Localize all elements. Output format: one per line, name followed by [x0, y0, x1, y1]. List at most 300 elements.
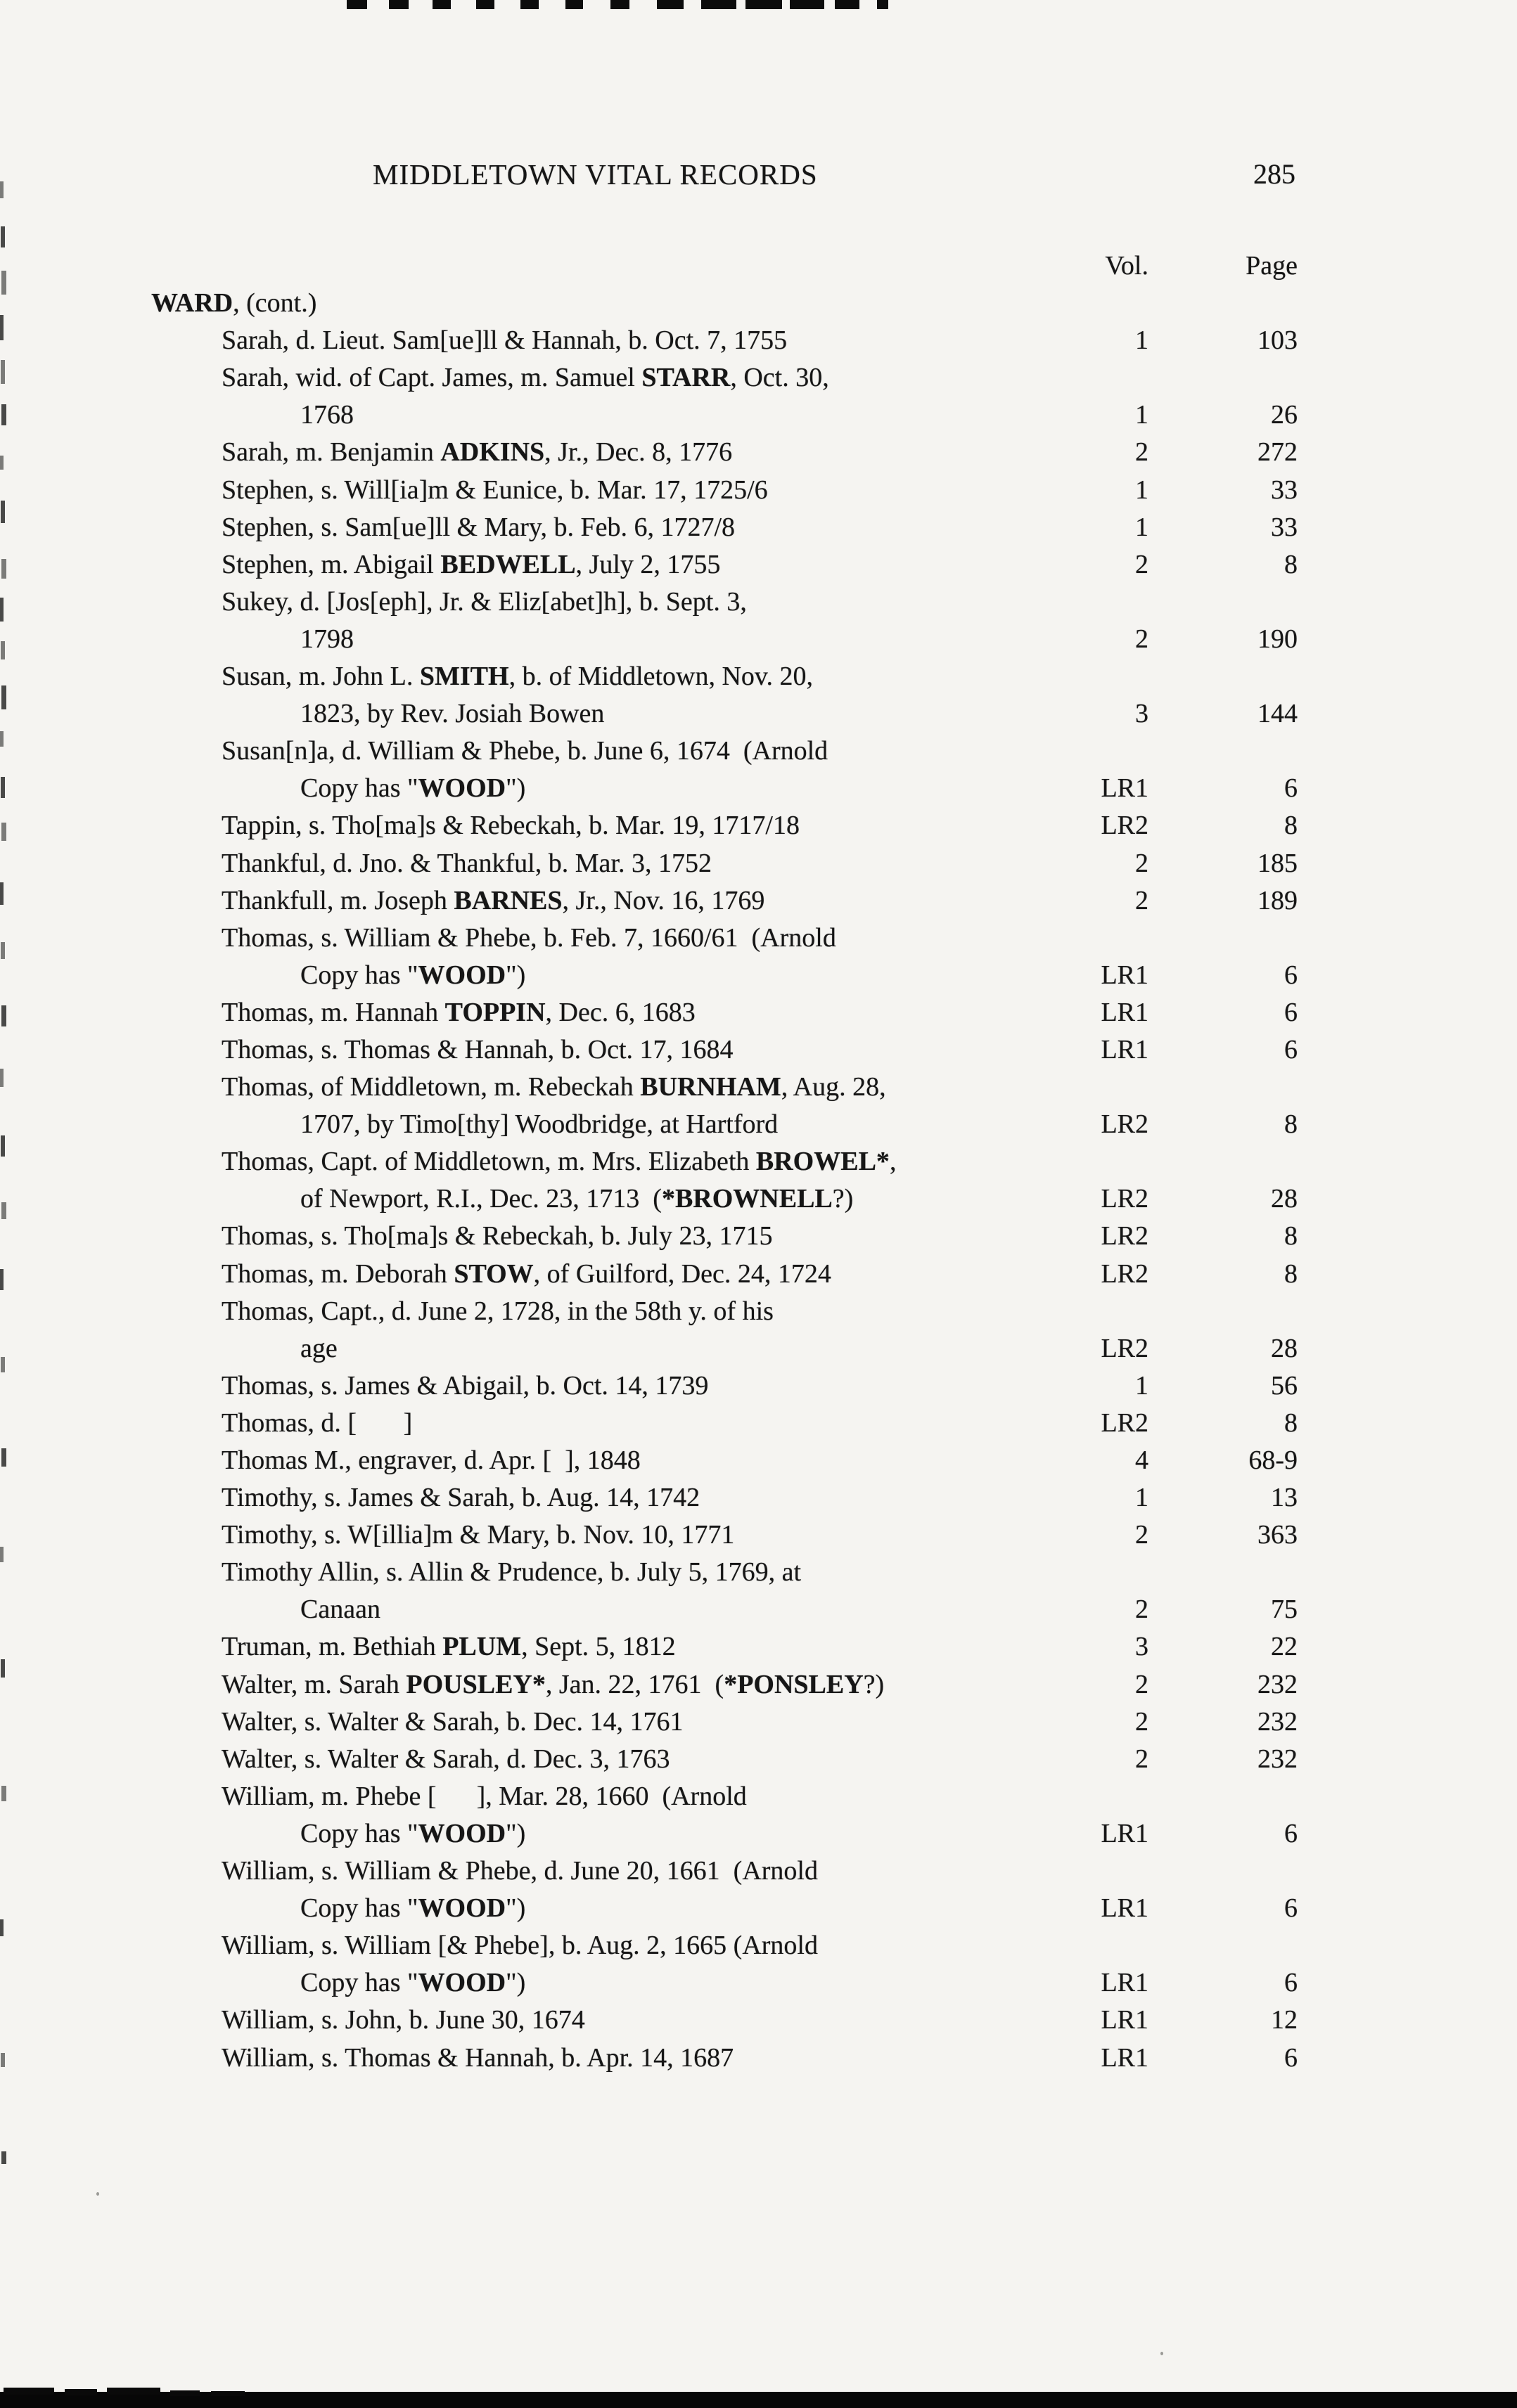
record-surname: WOOD — [418, 1968, 506, 1998]
record-surname: WOOD — [418, 960, 506, 990]
record-page: 6 — [1284, 1818, 1298, 1848]
record-text-segment: , Oct. 30, — [730, 363, 829, 393]
record-surname: WOOD — [418, 1818, 506, 1848]
record-text-segment: ") — [506, 1968, 526, 1998]
scan-artifact-blob — [170, 2390, 200, 2396]
record-text-segment: Stephen, s. Sam[ue]ll & Mary, b. Feb. 6, 1727/8 — [222, 512, 736, 542]
record-surname: PLUM — [442, 1632, 522, 1662]
record-page: 6 — [1284, 997, 1298, 1027]
record-page: 6 — [1284, 1968, 1298, 1998]
record-surname: BROWEL* — [755, 1147, 890, 1177]
record-text-segment: Copy has " — [300, 1968, 418, 1998]
record-text — [300, 957, 1043, 994]
record-text-segment: 1768 — [300, 400, 354, 430]
record-text-segment: Copy has " — [300, 773, 418, 804]
record-text-segment: Sukey, d. [Jos[eph], Jr. & Eliz[abet]h], b. Sept. 3, — [222, 586, 747, 617]
record-line — [0, 1517, 1517, 1554]
record-page: 8 — [1284, 1221, 1298, 1251]
record-line — [0, 1367, 1517, 1405]
record-vol: LR1 — [1101, 2042, 1148, 2073]
record-text — [300, 1591, 1043, 1628]
record-vol: 2 — [1135, 437, 1148, 468]
record-vol: LR2 — [1101, 1258, 1148, 1289]
section-heading — [151, 285, 1043, 322]
record-page: 28 — [1271, 1333, 1298, 1363]
record-line — [0, 733, 1517, 770]
record-line — [0, 807, 1517, 844]
record-vol: 2 — [1135, 848, 1148, 878]
scan-artifact-left-mark — [1, 271, 6, 295]
record-line — [0, 1330, 1517, 1367]
record-vol: LR2 — [1101, 1221, 1148, 1251]
scan-artifact-left-mark — [0, 315, 4, 340]
scan-artifact-left-mark — [0, 882, 4, 905]
record-vol: 2 — [1135, 1744, 1148, 1774]
scan-artifact-left-mark — [1, 559, 6, 579]
record-vol: LR2 — [1101, 1109, 1148, 1140]
scan-artifact-speck — [1160, 2352, 1163, 2355]
scan-artifact-left-mark — [0, 181, 4, 198]
record-vol: 1 — [1135, 400, 1148, 430]
record-text — [222, 658, 1043, 695]
record-page: 232 — [1257, 1669, 1298, 1699]
record-text — [222, 1293, 1043, 1330]
record-text-segment: ") — [506, 773, 526, 804]
record-line — [0, 920, 1517, 957]
record-line — [0, 1890, 1517, 1927]
record-text-segment: of Newport, R.I., Dec. 23, 1713 ( — [300, 1184, 662, 1214]
scan-artifact-left-mark — [0, 731, 4, 747]
scan-artifact-left-mark — [1, 1448, 6, 1467]
record-page: 272 — [1257, 437, 1298, 468]
record-text-segment: Sarah, wid. of Capt. James, m. Samuel — [222, 363, 642, 393]
record-text — [222, 1704, 1043, 1741]
scan-artifact-left-mark — [1, 1202, 6, 1219]
record-page: 12 — [1271, 2005, 1298, 2035]
record-text-segment: Thomas, s. Thomas & Hannah, b. Oct. 17, 1684 — [222, 1034, 734, 1064]
record-page: 33 — [1271, 512, 1298, 542]
scan-artifact-top-dash — [701, 0, 736, 9]
record-text-segment: Thankful, d. Jno. & Thankful, b. Mar. 3, 1752 — [222, 848, 712, 878]
record-text-segment: William, s. William [& Phebe], b. Aug. 2, 1665 (Arnold — [222, 1931, 818, 1961]
record-text-segment: , Jan. 22, 1761 ( — [545, 1669, 724, 1699]
record-text-segment: Copy has " — [300, 960, 418, 990]
record-vol: 2 — [1135, 624, 1148, 654]
record-line — [0, 1853, 1517, 1890]
record-vol: 2 — [1135, 1520, 1148, 1550]
record-text-segment: Copy has " — [300, 1893, 418, 1924]
column-header-page: Page — [1246, 251, 1298, 281]
record-line — [0, 434, 1517, 471]
scan-artifact-blob — [4, 2388, 54, 2395]
record-surname: STOW — [454, 1258, 534, 1289]
record-vol: LR2 — [1101, 811, 1148, 841]
record-text-segment: 1707, by Timo[thy] Woodbridge, at Hartford — [300, 1109, 779, 1140]
scan-artifact-top-dash — [610, 0, 629, 9]
record-text — [222, 845, 1043, 882]
record-vol: 2 — [1135, 1706, 1148, 1737]
record-line — [0, 957, 1517, 994]
record-line — [0, 1479, 1517, 1517]
scan-artifact-top-dash — [476, 0, 494, 9]
record-text — [222, 1628, 1043, 1666]
record-text-segment: Thankfull, m. Joseph — [222, 885, 454, 915]
record-page: 28 — [1271, 1184, 1298, 1214]
scan-artifact-top-dash — [433, 0, 451, 9]
record-vol: 4 — [1135, 1446, 1148, 1475]
record-page: 6 — [1284, 1893, 1298, 1924]
record-text — [222, 1367, 1043, 1405]
record-text-segment: Susan[n]a, d. William & Phebe, b. June 6, 1674 (Arnold — [222, 736, 828, 766]
record-text — [222, 2002, 1043, 2039]
record-surname: POUSLEY* — [406, 1669, 546, 1699]
record-text-segment: Walter, s. Walter & Sarah, b. Dec. 14, 1761 — [222, 1706, 684, 1737]
record-text — [222, 1031, 1043, 1069]
record-surname: TOPPIN — [444, 997, 546, 1027]
record-surname: BURNHAM — [640, 1072, 781, 1102]
record-text-segment: Timothy, s. James & Sarah, b. Aug. 14, 1742 — [222, 1483, 700, 1513]
record-text-segment: Thomas, m. Deborah — [222, 1258, 454, 1289]
record-page: 6 — [1284, 960, 1298, 990]
record-line — [0, 1741, 1517, 1778]
record-page: 144 — [1257, 699, 1298, 729]
record-vol: LR1 — [1101, 1034, 1148, 1064]
scan-artifact-top-dash — [657, 0, 684, 9]
scan-artifact-blob — [107, 2388, 160, 2395]
record-line — [0, 1704, 1517, 1741]
section-suffix: , (cont.) — [233, 288, 317, 318]
record-vol: 3 — [1135, 699, 1148, 729]
record-vol: LR1 — [1101, 1893, 1148, 1924]
record-text — [222, 2040, 1043, 2077]
record-line — [0, 509, 1517, 546]
record-line — [0, 1591, 1517, 1628]
scan-artifact-left-mark — [1, 2151, 6, 2164]
record-line — [0, 359, 1517, 397]
scan-artifact-top-dash — [565, 0, 583, 9]
scan-artifact-left-mark — [1, 823, 6, 841]
record-page: 56 — [1271, 1370, 1298, 1401]
record-text — [222, 1218, 1043, 1255]
record-line — [0, 472, 1517, 509]
record-text-segment: Thomas M., engraver, d. Apr. [ ], 1848 — [222, 1446, 641, 1475]
record-line — [0, 695, 1517, 733]
record-page: 75 — [1271, 1595, 1298, 1625]
scan-artifact-top-dash — [877, 0, 888, 9]
record-text-segment: Thomas, Capt., d. June 2, 1728, in the 58th y. of his — [222, 1296, 774, 1326]
scan-artifact-left-mark — [1, 1135, 5, 1157]
record-page: 22 — [1271, 1632, 1298, 1662]
record-text-segment: , — [889, 1147, 897, 1177]
scan-artifact-top-dash — [745, 0, 782, 9]
scan-artifact-top-dash — [835, 0, 859, 9]
record-vol: LR2 — [1101, 1333, 1148, 1363]
record-text-segment: Sarah, m. Benjamin — [222, 437, 441, 468]
record-vol: 1 — [1135, 1483, 1148, 1513]
record-vol: LR1 — [1101, 1968, 1148, 1998]
record-vol: 1 — [1135, 512, 1148, 542]
record-text-segment: Thomas, Capt. of Middletown, m. Mrs. Elizabeth — [222, 1147, 756, 1177]
record-text-segment: Susan, m. John L. — [222, 662, 420, 692]
record-vol: LR2 — [1101, 1408, 1148, 1438]
record-text — [300, 397, 1043, 434]
record-vol: 2 — [1135, 1595, 1148, 1625]
record-text-segment: ?) — [832, 1184, 854, 1214]
record-page: 232 — [1257, 1744, 1298, 1774]
record-text-segment: Copy has " — [300, 1818, 418, 1848]
record-text-segment: William, s. William & Phebe, d. June 20, 1661 (Arnold — [222, 1856, 818, 1886]
record-vol: 1 — [1135, 475, 1148, 505]
record-page: 185 — [1257, 848, 1298, 878]
record-text — [222, 434, 1043, 471]
record-surname: BEDWELL — [440, 549, 576, 579]
scan-artifact-left-mark — [1, 226, 5, 247]
record-text-segment: Stephen, m. Abigail — [222, 549, 441, 579]
record-surname: *PONSLEY — [724, 1669, 864, 1699]
record-text — [222, 1778, 1043, 1815]
record-vol: 2 — [1135, 549, 1148, 579]
record-text — [300, 1890, 1043, 1927]
record-page: 103 — [1257, 326, 1298, 356]
record-line — [0, 1293, 1517, 1330]
record-text — [300, 1106, 1043, 1143]
record-page: 26 — [1271, 400, 1298, 430]
record-page: 13 — [1271, 1483, 1298, 1513]
record-line — [0, 1927, 1517, 1964]
record-text — [222, 1442, 1043, 1479]
record-vol: LR1 — [1101, 1818, 1148, 1848]
record-surname: WOOD — [418, 773, 506, 804]
record-text — [300, 1180, 1043, 1218]
record-line — [0, 1143, 1517, 1180]
scan-artifact-left-mark — [1, 501, 5, 523]
record-text — [300, 695, 1043, 733]
record-text-segment: Sarah, d. Lieut. Sam[ue]ll & Hannah, b. Oct. 7, 1755 — [222, 326, 788, 356]
record-page: 8 — [1284, 1258, 1298, 1289]
record-text — [222, 1927, 1043, 1964]
record-page: 6 — [1284, 773, 1298, 804]
record-vol: LR2 — [1101, 1184, 1148, 1214]
record-surname: STARR — [641, 363, 731, 393]
scan-artifact-blob — [65, 2389, 97, 2395]
record-text-segment: , Sept. 5, 1812 — [521, 1632, 676, 1662]
record-vol: 3 — [1135, 1632, 1148, 1662]
section-surname: WARD — [151, 288, 233, 318]
record-line — [0, 2002, 1517, 2039]
record-line — [0, 546, 1517, 584]
scan-artifact-left-mark — [1, 1357, 5, 1372]
record-text-segment: age — [300, 1333, 338, 1363]
record-text-segment: Tappin, s. Tho[ma]s & Rebeckah, b. Mar. 19, 1717/18 — [222, 811, 800, 841]
record-text-segment: Thomas, s. James & Abigail, b. Oct. 14, 1739 — [222, 1370, 709, 1401]
record-page: 8 — [1284, 811, 1298, 841]
record-surname: BARNES — [454, 885, 563, 915]
scan-artifact-left-mark — [1, 777, 5, 798]
record-line — [0, 2040, 1517, 2077]
record-surname: WOOD — [418, 1893, 506, 1924]
record-text-segment: William, m. Phebe [ ], Mar. 28, 1660 (Arnold — [222, 1781, 747, 1811]
record-text — [222, 584, 1043, 621]
record-line — [0, 770, 1517, 807]
scan-artifact-left-mark — [1, 404, 6, 425]
record-text-segment: Timothy, s. W[illia]m & Mary, b. Nov. 10, 1771 — [222, 1520, 735, 1550]
record-line — [0, 1628, 1517, 1666]
record-text-segment: Stephen, s. Will[ia]m & Eunice, b. Mar. 17, 1725/6 — [222, 475, 768, 505]
record-text — [300, 1815, 1043, 1853]
section-heading-row — [0, 285, 1517, 322]
record-vol: LR1 — [1101, 773, 1148, 804]
record-line — [0, 322, 1517, 359]
record-line — [0, 1106, 1517, 1143]
record-text-segment: ") — [506, 1818, 526, 1848]
record-line — [0, 1256, 1517, 1293]
record-text-segment: William, s. Thomas & Hannah, b. Apr. 14, 1687 — [222, 2042, 734, 2073]
record-line — [0, 1554, 1517, 1591]
record-line — [0, 1778, 1517, 1815]
record-text-segment: Canaan — [300, 1595, 380, 1625]
record-page: 6 — [1284, 1034, 1298, 1064]
scan-artifact-top-dash — [790, 0, 824, 9]
record-line — [0, 1442, 1517, 1479]
record-text — [222, 1741, 1043, 1778]
record-page: 8 — [1284, 1109, 1298, 1140]
record-page: 189 — [1257, 885, 1298, 915]
record-text — [222, 1479, 1043, 1517]
column-header-row — [0, 247, 1517, 285]
record-text-segment: Truman, m. Bethiah — [222, 1632, 443, 1662]
scan-artifact-left-mark — [1, 2053, 5, 2067]
record-text-segment: 1798 — [300, 624, 354, 654]
record-vol: 2 — [1135, 1669, 1148, 1699]
record-page: 8 — [1284, 1408, 1298, 1438]
scan-artifact-left-mark — [0, 456, 4, 470]
record-line — [0, 621, 1517, 658]
records-list — [0, 322, 1517, 2076]
record-line — [0, 1031, 1517, 1069]
scan-artifact-left-mark — [1, 685, 6, 709]
record-vol: LR1 — [1101, 2005, 1148, 2035]
scan-artifact-left-mark — [0, 1919, 4, 1936]
record-line — [0, 1069, 1517, 1106]
record-text-segment: ") — [506, 1893, 526, 1924]
record-line — [0, 882, 1517, 920]
record-text-segment: ?) — [863, 1669, 885, 1699]
record-text — [222, 1405, 1043, 1442]
record-text — [222, 1517, 1043, 1554]
record-text-segment: Thomas, m. Hannah — [222, 997, 445, 1027]
scan-artifact-left-mark — [0, 1269, 4, 1290]
record-page: 68-9 — [1248, 1446, 1298, 1475]
column-header-vol: Vol. — [1105, 251, 1148, 281]
record-text — [300, 1330, 1043, 1367]
record-text — [222, 1554, 1043, 1591]
record-line — [0, 845, 1517, 882]
record-surname: SMITH — [419, 662, 509, 692]
record-text — [222, 322, 1043, 359]
record-text-segment: , Dec. 6, 1683 — [545, 997, 696, 1027]
record-vol: 2 — [1135, 885, 1148, 915]
page-title: MIDDLETOWN VITAL RECORDS — [373, 158, 818, 191]
record-line — [0, 1964, 1517, 2002]
record-text — [300, 621, 1043, 658]
record-line — [0, 994, 1517, 1031]
scan-artifact-speck — [96, 2192, 99, 2196]
record-surname: *BROWNELL — [661, 1184, 833, 1214]
scan-artifact-top-dash — [520, 0, 539, 9]
record-text-segment: , July 2, 1755 — [575, 549, 721, 579]
scan-artifact-left-mark — [0, 1547, 4, 1562]
record-text — [300, 1964, 1043, 2002]
record-text — [222, 1256, 1043, 1293]
record-line — [0, 1405, 1517, 1442]
scan-artifact-left-mark — [1, 641, 5, 659]
record-text — [222, 882, 1043, 920]
record-text-segment: Timothy Allin, s. Allin & Prudence, b. July 5, 1769, at — [222, 1557, 802, 1588]
record-vol: 1 — [1135, 1370, 1148, 1401]
record-text — [222, 733, 1043, 770]
record-text-segment: , Jr., Nov. 16, 1769 — [562, 885, 765, 915]
record-page: 363 — [1257, 1520, 1298, 1550]
record-text — [222, 1069, 1043, 1106]
record-text-segment: , of Guilford, Dec. 24, 1724 — [533, 1258, 831, 1289]
record-text — [222, 994, 1043, 1031]
record-text-segment: Walter, m. Sarah — [222, 1669, 407, 1699]
record-text-segment: , Jr., Dec. 8, 1776 — [544, 437, 733, 468]
record-text — [300, 770, 1043, 807]
record-text-segment: Walter, s. Walter & Sarah, d. Dec. 3, 1763 — [222, 1744, 670, 1774]
record-page: 33 — [1271, 475, 1298, 505]
record-text-segment: Thomas, s. Tho[ma]s & Rebeckah, b. July 23, 1715 — [222, 1221, 773, 1251]
record-text-segment: 1823, by Rev. Josiah Bowen — [300, 699, 605, 729]
record-text-segment: ") — [506, 960, 526, 990]
scan-artifact-left-mark — [1, 1659, 5, 1678]
record-line — [0, 1666, 1517, 1704]
scan-artifact-left-mark — [0, 1069, 4, 1087]
record-page: 232 — [1257, 1706, 1298, 1737]
scan-artifact-left-mark — [1, 360, 5, 384]
scan-artifact-left-mark — [1, 942, 5, 959]
record-text — [222, 807, 1043, 844]
record-text — [222, 1143, 1043, 1180]
record-line — [0, 658, 1517, 695]
record-vol: LR1 — [1101, 960, 1148, 990]
scan-artifact-blob — [211, 2391, 245, 2396]
record-vol: 1 — [1135, 326, 1148, 356]
record-text — [222, 472, 1043, 509]
record-text — [222, 359, 1043, 397]
record-text — [222, 546, 1043, 584]
scan-artifact-left-mark — [1, 1005, 6, 1026]
record-text-segment: Thomas, d. [ ] — [222, 1408, 413, 1438]
record-vol: LR1 — [1101, 997, 1148, 1027]
record-line — [0, 1218, 1517, 1255]
scan-artifact-top-dash — [347, 0, 367, 9]
record-line — [0, 1180, 1517, 1218]
record-line — [0, 584, 1517, 621]
scan-artifact-left-mark — [1, 1786, 6, 1801]
record-page: 6 — [1284, 2042, 1298, 2073]
record-page: 8 — [1284, 549, 1298, 579]
record-line — [0, 1815, 1517, 1853]
record-text-segment: , Aug. 28, — [781, 1072, 886, 1102]
record-text-segment: William, s. John, b. June 30, 1674 — [222, 2005, 585, 2035]
page-number: 285 — [1253, 158, 1295, 190]
record-text — [222, 1853, 1043, 1890]
record-text-segment: Thomas, of Middletown, m. Rebeckah — [222, 1072, 641, 1102]
record-text — [222, 920, 1043, 957]
record-text — [222, 1666, 1043, 1704]
record-surname: ADKINS — [440, 437, 545, 468]
